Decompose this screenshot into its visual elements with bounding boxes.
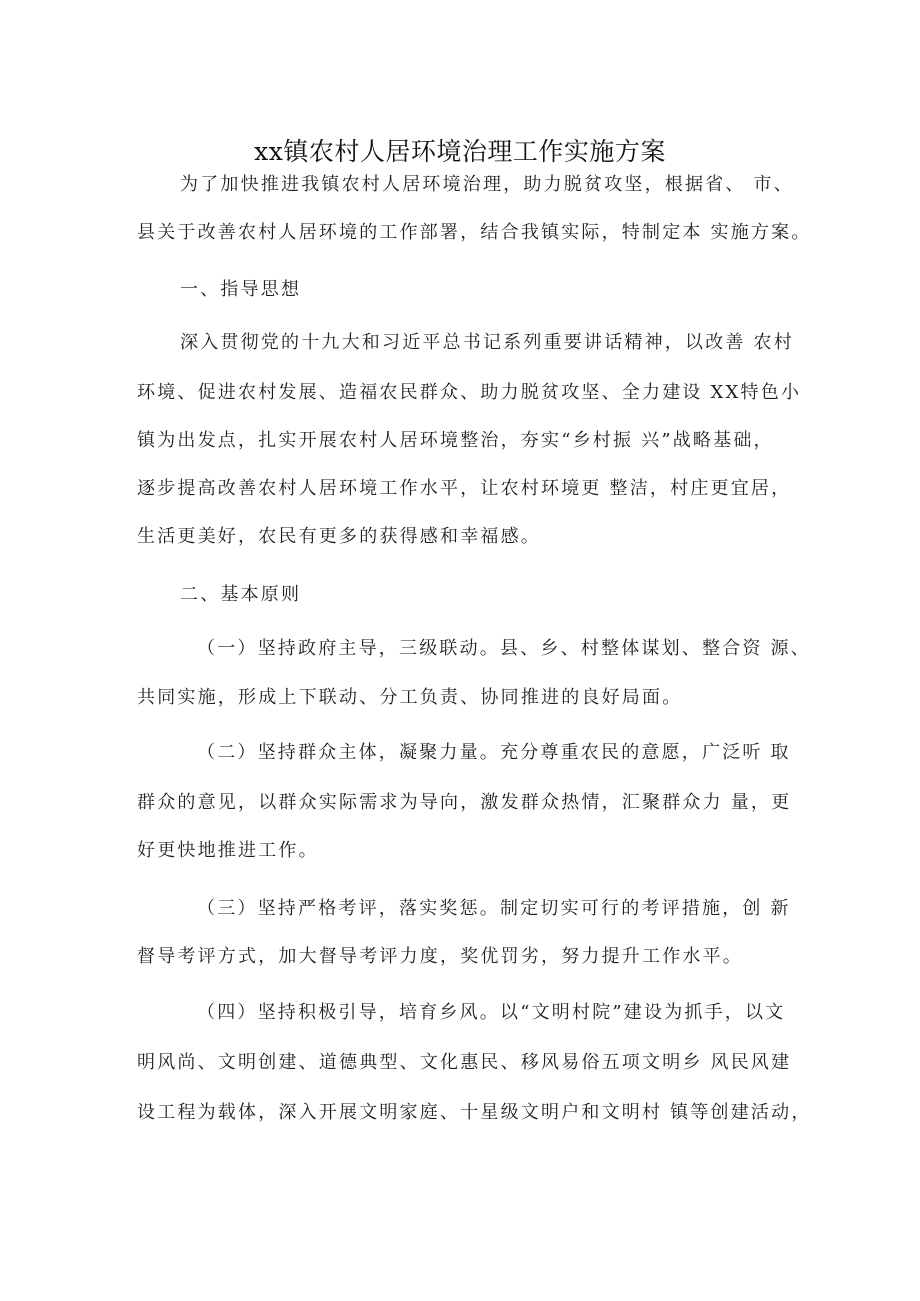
paragraph-intro-line-1: 为了加快推进我镇农村人居环境治理，助力脱贫攻坚，根据省、 市、 — [180, 174, 794, 195]
principle-3-line-1: （三）坚持严格考评，落实奖惩。制定切实可行的考评措施，创 新 — [197, 898, 791, 919]
paragraph-guiding-line-3: 镇为出发点，扎实开展农村人居环境整治，夯实“乡村振 兴”战略基础， — [137, 430, 774, 451]
principle-4-line-2: 明风尚、文明创建、道德典型、文化惠民、移风易俗五项文明乡 风民风建 — [137, 1052, 792, 1073]
principle-2-line-3: 好更快地推进工作。 — [137, 840, 319, 861]
paragraph-intro-line-2: 县关于改善农村人居环境的工作部署，结合我镇实际，特制定本 实施方案。 — [137, 222, 812, 243]
paragraph-guiding-line-5: 生活更美好，农民有更多的获得感和幸福感。 — [137, 526, 541, 547]
principle-4-line-3: 设工程为载体，深入开展文明家庭、十星级文明户和文明村 镇等创建活动， — [137, 1102, 812, 1123]
principle-2-line-1: （二）坚持群众主体，凝聚力量。充分尊重农民的意愿，广泛听 取 — [197, 742, 791, 763]
principle-2-line-2: 群众的意见，以群众实际需求为导向，激发群众热情，汇聚群众力 量，更 — [137, 792, 792, 813]
principle-4-line-1: （四）坚持积极引导，培育乡风。以“文明村院”建设为抓手，以文 — [197, 1002, 786, 1023]
principle-3-line-2: 督导考评方式，加大督导考评力度，奖优罚劣，努力提升工作水平。 — [137, 946, 743, 967]
principle-1-line-1: （一）坚持政府主导，三级联动。县、乡、村整体谋划、整合资 源、 — [197, 638, 811, 659]
paragraph-guiding-line-4: 逐步提高改善农村人居环境工作水平，让农村环境更 整洁，村庄更宜居， — [137, 478, 792, 499]
principle-1-line-2: 共同实施，形成上下联动、分工负责、协同推进的良好局面。 — [137, 687, 683, 708]
section-heading-guiding-thought: 一、指导思想 — [180, 279, 302, 300]
paragraph-guiding-line-2: 环境、促进农村发展、造福农民群众、助力脱贫攻坚、全力建设 XX特色小 — [137, 382, 802, 403]
paragraph-guiding-line-1: 深入贯彻党的十九大和习近平总书记系列重要讲话精神，以改善 农村 — [180, 332, 794, 353]
document-title: xx镇农村人居环境治理工作实施方案 — [254, 137, 666, 166]
section-heading-basic-principles: 二、基本原则 — [180, 584, 302, 605]
